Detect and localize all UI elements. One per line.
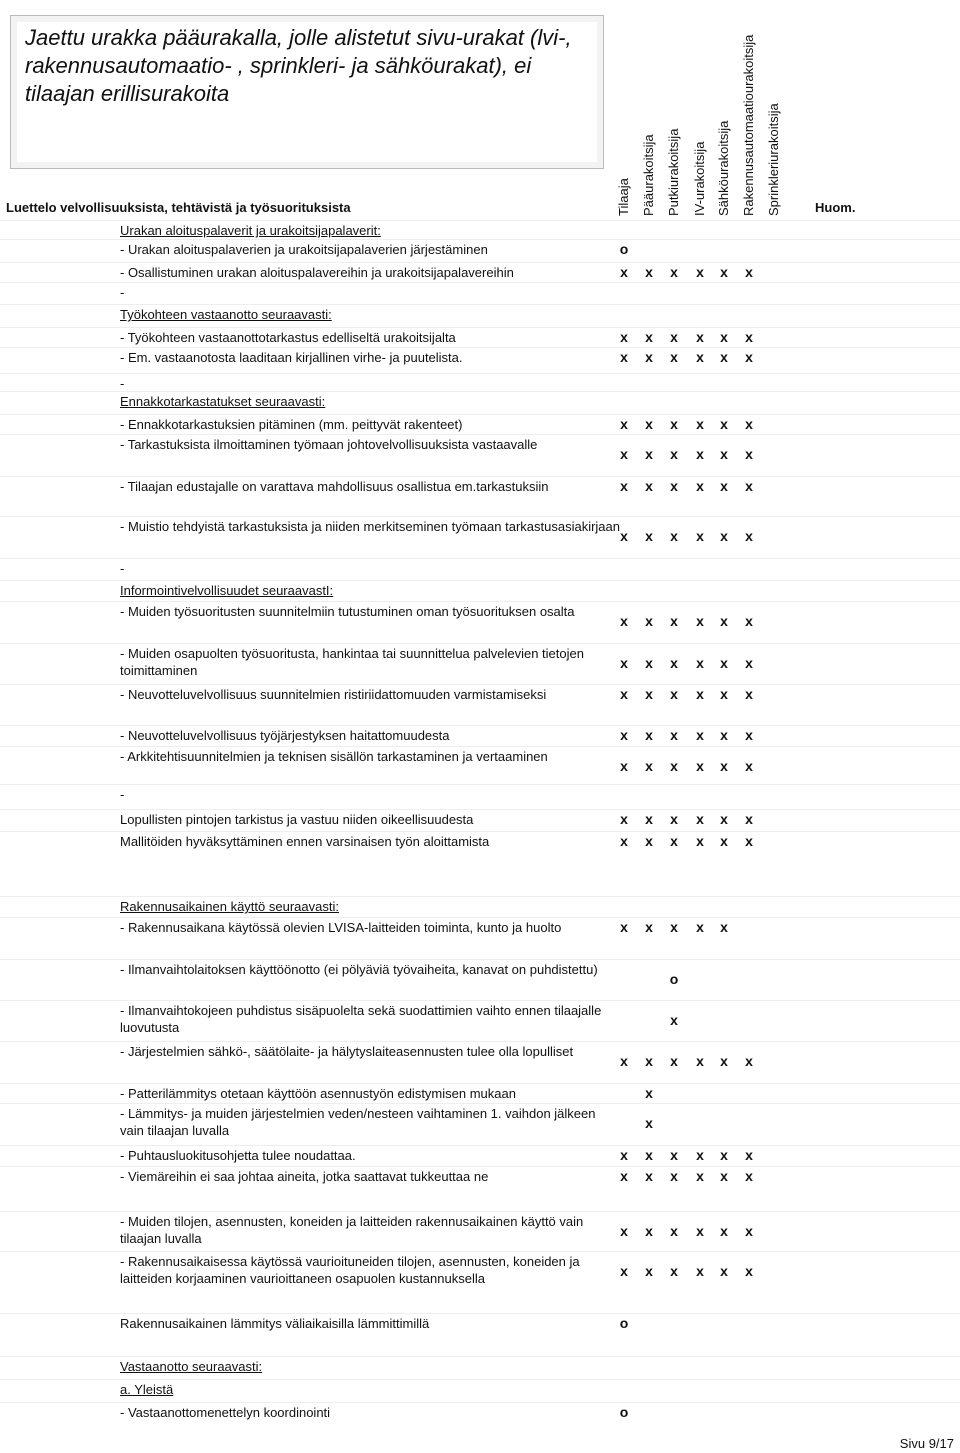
responsibility-mark: x [720,349,728,365]
row-label: - Osallistuminen urakan aloituspalavereihin ja urakoitsijapalavereihin [120,265,514,280]
row-label: Lopullisten pintojen tarkistus ja vastuu niiden oikeellisuudesta [120,812,474,827]
responsibility-mark: x [745,528,753,544]
responsibility-mark: x [745,1263,753,1279]
responsibility-mark: x [696,478,704,494]
table-row [120,686,620,703]
list-heading: Luettelo velvollisuuksista, tehtävistä ja työsuorituksista [6,200,351,215]
row-label: - Työkohteen vastaanottotarkastus edelliseltä urakoitsijalta [120,330,456,345]
responsibility-mark: x [670,349,678,365]
responsibility-mark: x [620,833,628,849]
responsibility-mark: x [720,1147,728,1163]
responsibility-mark: x [645,1263,653,1279]
responsibility-mark: x [720,811,728,827]
table-row [120,478,620,495]
row-separator [0,1402,960,1403]
column-header: Sähköurakoitsija [716,120,731,216]
row-label: - [120,787,125,802]
responsibility-mark: x [645,1223,653,1239]
table-row [120,727,620,744]
row-separator [0,262,960,263]
responsibility-mark: x [620,1168,628,1184]
row-separator [0,1379,960,1380]
responsibility-mark: x [620,758,628,774]
responsibility-mark: x [720,1263,728,1279]
table-row [120,1105,620,1139]
responsibility-mark: x [745,1147,753,1163]
row-label: - Lämmitys- ja muiden järjestelmien veden/nesteen vaihtaminen 1. vaihdon jälkeen vain tilaajan luvalla [120,1106,596,1138]
responsibility-mark: x [645,686,653,702]
table-row [120,898,620,915]
row-label: - Em. vastaanotosta laaditaan kirjallinen virhe- ja puutelista. [120,350,463,365]
responsibility-mark: x [670,758,678,774]
coordination-mark: o [619,1404,629,1420]
responsibility-mark: x [745,727,753,743]
table-row [120,582,620,599]
responsibility-mark: x [745,811,753,827]
column-header: Pääurakoitsija [641,134,656,216]
responsibility-mark: x [620,1263,628,1279]
row-separator [0,1083,960,1084]
row-separator [0,304,960,305]
row-label: - Ennakkotarkastuksien pitäminen (mm. peittyvät rakenteet) [120,417,463,432]
responsibility-mark: x [670,264,678,280]
responsibility-mark: x [645,811,653,827]
row-label: - Vastaanottomenettelyn koordinointi [120,1405,331,1420]
responsibility-mark: x [696,727,704,743]
responsibility-mark: x [645,1168,653,1184]
row-label: Mallitöiden hyväksyttäminen ennen varsinaisen työn aloittamista [120,834,490,849]
row-label: Vastaanotto seuraavasti: [120,1359,263,1374]
note-column-heading: Huom. [815,200,856,215]
table-row [120,748,620,765]
row-label: - Muistio tehdyistä tarkastuksista ja niiden merkitseminen työmaan tarkastusasiakirjaan [120,519,620,534]
row-label: - Muiden osapuolten työsuoritusta, hankintaa tai suunnittelua palvelevien tietojen toimittaminen [120,646,584,678]
row-label: Urakan aloituspalaverit ja urakoitsijapalaverit: [120,223,381,238]
table-row [120,222,620,239]
row-separator [0,558,960,559]
row-separator [0,959,960,960]
table-row [120,1168,620,1185]
responsibility-mark: x [720,833,728,849]
row-separator [0,476,960,477]
table-row [120,306,620,323]
row-label: - Muiden työsuoritusten suunnitelmiin tutustuminen oman työsuorituksen osalta [120,604,575,619]
row-separator [0,784,960,785]
responsibility-mark: x [720,727,728,743]
responsibility-mark: x [645,727,653,743]
responsibility-mark: x [720,264,728,280]
responsibility-mark: x [720,1168,728,1184]
responsibility-mark: x [745,758,753,774]
responsibility-mark: x [645,446,653,462]
responsibility-mark: x [645,758,653,774]
row-label: a. Yleistä [120,1382,174,1397]
responsibility-mark: x [745,613,753,629]
responsibility-mark: x [645,833,653,849]
responsibility-mark: x [620,727,628,743]
responsibility-mark: x [645,528,653,544]
responsibility-mark: x [620,613,628,629]
row-separator [0,1356,960,1357]
table-row [120,1358,620,1375]
responsibility-mark: x [645,1085,653,1101]
responsibility-mark: x [696,329,704,345]
table-row [120,329,620,346]
responsibility-mark: x [645,329,653,345]
responsibility-mark: x [745,1168,753,1184]
row-separator [0,896,960,897]
row-label: - Rakennusaikana käytössä olevien LVISA-laitteiden toiminta, kunto ja huolto [120,920,562,935]
row-separator [0,1166,960,1167]
responsibility-mark: x [670,478,678,494]
row-separator [0,684,960,685]
row-separator [0,725,960,726]
row-label: - Ilmanvaihtolaitoksen käyttöönotto (ei pölyäviä työvaiheita, kanavat on puhdistettu) [120,962,598,977]
responsibility-mark: x [670,613,678,629]
responsibility-mark: x [670,655,678,671]
row-label: Rakennusaikainen lämmitys väliaikaisilla lämmittimillä [120,1316,430,1331]
row-label: - [120,376,125,391]
responsibility-mark: x [620,329,628,345]
table-row [120,436,620,453]
row-label: - Urakan aloituspalaverien ja urakoitsijapalaverien järjestäminen [120,242,488,257]
responsibility-mark: x [745,329,753,345]
responsibility-mark: x [670,446,678,462]
row-label: - Patterilämmitys otetaan käyttöön asennustyön edistymisen mukaan [120,1086,516,1101]
table-row [120,349,620,366]
responsibility-mark: x [696,1223,704,1239]
row-separator [0,391,960,392]
responsibility-mark: x [720,919,728,935]
responsibility-mark: x [696,811,704,827]
responsibility-mark: x [620,811,628,827]
responsibility-mark: x [696,1053,704,1069]
row-label: - Puhtausluokitusohjetta tulee noudattaa. [120,1148,356,1163]
responsibility-mark: x [670,1168,678,1184]
row-separator [0,1000,960,1001]
column-header: Putkiurakoitsija [666,128,681,216]
coordination-mark: o [619,1315,629,1331]
table-row [120,919,620,936]
row-label: - [120,561,125,576]
row-separator [0,373,960,374]
row-separator [0,327,960,328]
responsibility-mark: x [696,919,704,935]
table-row [120,416,620,433]
row-separator [0,746,960,747]
responsibility-mark: x [670,1147,678,1163]
responsibility-mark: x [670,416,678,432]
row-separator [0,220,960,221]
row-separator [0,809,960,810]
responsibility-mark: x [745,1223,753,1239]
responsibility-mark: x [645,1147,653,1163]
table-row [120,1315,620,1332]
responsibility-mark: x [745,264,753,280]
row-separator [0,414,960,415]
table-row [120,811,620,828]
coordination-mark: o [619,241,629,257]
row-separator [0,831,960,832]
responsibility-mark: x [670,811,678,827]
row-label: - Muiden tilojen, asennusten, koneiden ja laitteiden rakennusaikainen käyttö vain tilaajan luvalla [120,1214,584,1246]
row-label: Informointivelvollisuudet seuraavastI: [120,583,334,598]
table-row [120,1085,620,1102]
row-label: - [120,285,125,300]
table-row [120,1213,620,1247]
responsibility-mark: x [645,655,653,671]
row-label: - Neuvotteluvelvollisuus suunnitelmien ristiriidattomuuden varmistamiseksi [120,687,547,702]
responsibility-mark: x [670,686,678,702]
row-separator [0,282,960,283]
responsibility-mark: x [645,349,653,365]
row-separator [0,601,960,602]
table-row [120,786,620,803]
responsibility-mark: x [720,758,728,774]
responsibility-mark: x [670,833,678,849]
table-row [120,833,620,850]
responsibility-mark: x [720,686,728,702]
table-row [120,645,620,679]
responsibility-mark: x [720,1223,728,1239]
responsibility-mark: x [745,349,753,365]
row-label: - Tilaajan edustajalle on varattava mahdollisuus osallistua em.tarkastuksiin [120,479,549,494]
responsibility-mark: x [670,919,678,935]
responsibility-mark: x [696,686,704,702]
responsibility-mark: x [620,686,628,702]
responsibility-mark: x [620,478,628,494]
responsibility-mark: x [645,613,653,629]
row-label: Työkohteen vastaanotto seuraavasti: [120,307,332,322]
responsibility-mark: x [745,686,753,702]
row-label: - Järjestelmien sähkö-, säätölaite- ja hälytyslaiteasennusten tulee olla lopulliset [120,1044,574,1059]
table-row [120,1147,620,1164]
responsibility-mark: x [645,264,653,280]
responsibility-mark: x [620,655,628,671]
responsibility-mark: x [745,416,753,432]
responsibility-mark: x [745,833,753,849]
responsibility-mark: x [720,478,728,494]
table-row [120,264,620,281]
responsibility-mark: x [620,1223,628,1239]
responsibility-mark: x [670,1223,678,1239]
coordination-mark: o [669,971,679,987]
column-header: Sprinkleriurakoitsija [766,103,781,216]
row-separator [0,1211,960,1212]
responsibility-mark: x [620,919,628,935]
table-row [120,241,620,258]
row-separator [0,1251,960,1252]
responsibility-mark: x [670,1263,678,1279]
row-label: - Viemäreihin ei saa johtaa aineita, jotka saattavat tukkeuttaa ne [120,1169,489,1184]
row-separator [0,1145,960,1146]
row-label: Ennakkotarkastatukset seuraavasti: [120,394,326,409]
responsibility-mark: x [620,1053,628,1069]
row-separator [0,239,960,240]
page-title: Jaettu urakka pääurakalla, jolle alistetut sivu-urakat (lvi-, rakennusautomaatio- , sprinkleri- ja sähköurakat), ei tilaajan erillisurakoita [25,25,572,106]
row-separator [0,1313,960,1314]
responsibility-mark: x [620,446,628,462]
responsibility-mark: x [696,264,704,280]
responsibility-mark: x [720,416,728,432]
table-row [120,284,620,301]
table-row [120,1253,620,1287]
responsibility-mark: x [696,349,704,365]
row-label: - Tarkastuksista ilmoittaminen työmaan johtovelvollisuuksista vastaavalle [120,437,538,452]
responsibility-mark: x [696,1168,704,1184]
responsibility-mark: x [720,655,728,671]
row-separator [0,434,960,435]
responsibility-mark: x [720,528,728,544]
row-label: Rakennusaikainen käyttö seuraavasti: [120,899,339,914]
column-header: Rakennusautomaatiourakoitsija [741,34,756,216]
table-row [120,1043,620,1060]
responsibility-mark: x [745,478,753,494]
responsibility-mark: x [696,416,704,432]
responsibility-mark: x [696,528,704,544]
row-label: - Neuvotteluvelvollisuus työjärjestyksen haitattomuudesta [120,728,450,743]
table-row [120,961,620,978]
responsibility-mark: x [720,613,728,629]
responsibility-mark: x [720,446,728,462]
responsibility-mark: x [696,655,704,671]
responsibility-mark: x [696,446,704,462]
table-row [120,393,620,410]
table-row [120,603,620,620]
table-row [120,1002,620,1036]
responsibility-mark: x [670,1053,678,1069]
responsibility-mark: x [670,727,678,743]
table-row [120,560,620,577]
responsibility-mark: x [720,329,728,345]
responsibility-mark: x [696,613,704,629]
responsibility-mark: x [696,1147,704,1163]
table-row [120,1404,620,1421]
row-separator [0,917,960,918]
responsibility-mark: x [696,758,704,774]
responsibility-mark: x [645,919,653,935]
row-separator [0,1103,960,1104]
responsibility-mark: x [745,446,753,462]
table-row [120,518,620,535]
responsibility-mark: x [645,416,653,432]
responsibility-mark: x [670,528,678,544]
column-header: IV-urakoitsija [692,141,707,216]
row-separator [0,516,960,517]
responsibility-mark: x [696,1263,704,1279]
responsibility-mark: x [620,528,628,544]
responsibility-mark: x [670,329,678,345]
table-row [120,1381,620,1398]
responsibility-mark: x [620,1147,628,1163]
responsibility-mark: x [696,833,704,849]
responsibility-mark: x [620,416,628,432]
row-separator [0,643,960,644]
row-label: - Arkkitehtisuunnitelmien ja teknisen sisällön tarkastaminen ja vertaaminen [120,749,548,764]
responsibility-mark: x [745,655,753,671]
row-separator [0,347,960,348]
table-row [120,375,620,392]
responsibility-mark: x [620,264,628,280]
responsibility-mark: x [645,1053,653,1069]
responsibility-mark: x [645,478,653,494]
responsibility-mark: x [720,1053,728,1069]
column-header: Tilaaja [616,178,631,216]
row-separator [0,580,960,581]
title-box [10,15,604,169]
responsibility-mark: x [645,1115,653,1131]
row-label: - Ilmanvaihtokojeen puhdistus sisäpuolelta sekä suodattimien vaihto ennen tilaajalle luovutusta [120,1003,602,1035]
responsibility-mark: x [620,349,628,365]
responsibility-mark: x [670,1012,678,1028]
row-separator [0,1041,960,1042]
page-number: Sivu 9/17 [899,1436,954,1451]
responsibility-mark: x [745,1053,753,1069]
row-label: - Rakennusaikaisessa käytössä vaurioituneiden tilojen, asennusten, koneiden ja laitteiden korjaaminen vaurioittaneen osapuolen kustannuksella [120,1254,580,1286]
